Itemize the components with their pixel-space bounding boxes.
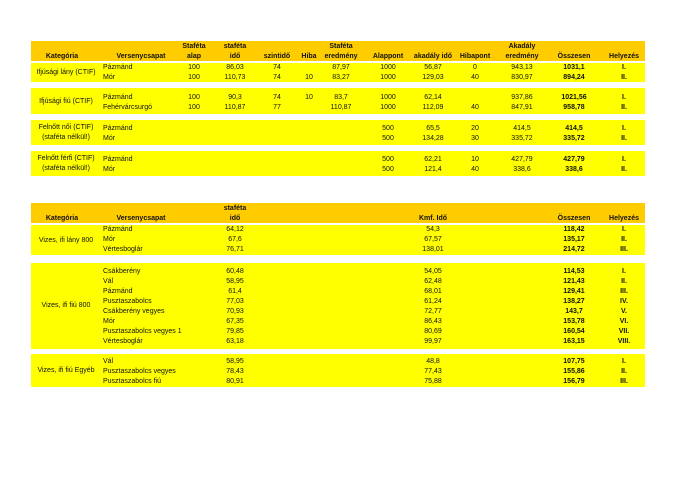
table-row: [31, 73, 645, 82]
helyezes: I.: [622, 64, 626, 71]
team-name: Mór: [103, 135, 116, 142]
osszesen: 414,5: [565, 125, 583, 132]
szintido: 74: [273, 64, 281, 71]
header-akadaly-eredmeny-1: Akadály: [508, 43, 536, 50]
kmf-ido: 62,48: [424, 278, 442, 285]
table-row: [31, 277, 645, 286]
stafeta-ido: 110,73: [224, 74, 246, 81]
alappont: 1000: [380, 94, 396, 101]
kmf-ido: 61,24: [424, 298, 442, 305]
team-name: Vértesboglár: [103, 338, 143, 345]
osszesen: 129,41: [563, 288, 585, 295]
alappont: 500: [382, 156, 394, 163]
header-stafeta-eredmeny-1: Staféta: [329, 43, 353, 50]
akadaly-ido: 134,28: [422, 135, 444, 142]
table-row: [31, 317, 645, 326]
header-osszesen: Összesen: [557, 53, 591, 60]
osszesen: 1021,56: [561, 94, 587, 101]
table-row: [31, 245, 645, 254]
category-label: Felnőtt női (CTIF): [38, 124, 94, 131]
helyezes: II.: [621, 166, 627, 173]
header-stafeta-alap-2: alap: [186, 53, 201, 60]
osszesen: 138,27: [563, 298, 585, 305]
team-name: Csákberény vegyes: [103, 308, 165, 315]
team-name: Pázmánd: [103, 288, 133, 295]
header-stafeta-ido-2: idő: [229, 215, 241, 222]
szintido: 74: [273, 74, 281, 81]
header-helyezes: Helyezés: [609, 53, 639, 60]
header-osszesen: Összesen: [557, 215, 591, 222]
team-name: Vál: [103, 278, 114, 285]
stafeta-ido: 67,35: [226, 318, 244, 325]
table-row: [31, 124, 645, 133]
category-label: Vizes, ifi fiú Egyéb: [37, 367, 95, 374]
results-table-2: [31, 203, 645, 388]
table-row: [31, 134, 645, 143]
team-name: Pázmánd: [103, 156, 133, 163]
helyezes: III.: [620, 246, 628, 253]
akadaly-ido: 62,14: [424, 94, 442, 101]
akadaly-ido: 112,09: [422, 104, 444, 111]
header-hibapont: Hibapont: [459, 53, 491, 60]
helyezes: III.: [620, 288, 628, 295]
stafeta-ido: 79,85: [226, 328, 244, 335]
akadaly-ido: 129,03: [422, 74, 444, 81]
helyezes: V.: [621, 308, 627, 315]
helyezes: I.: [622, 94, 626, 101]
helyezes: VIII.: [617, 338, 631, 345]
header-hiba: Hiba: [301, 53, 317, 60]
table-row: [31, 165, 645, 174]
stafeta-ido: 61,4: [228, 288, 242, 295]
stafeta-alap: 100: [188, 94, 200, 101]
helyezes: I.: [622, 268, 626, 275]
helyezes: I.: [622, 226, 626, 233]
stafeta-eredmeny: 83,27: [332, 74, 350, 81]
header-szintido: szintidő: [263, 53, 291, 60]
stafeta-alap: 100: [188, 64, 200, 71]
table-row: [31, 297, 645, 306]
helyezes: II.: [621, 236, 627, 243]
kmf-ido: 86,43: [424, 318, 442, 325]
stafeta-ido: 86,03: [226, 64, 244, 71]
kmf-ido: 54,05: [424, 268, 442, 275]
hibapont: 40: [471, 166, 479, 173]
team-name: Mór: [103, 74, 116, 81]
osszesen: 135,17: [563, 236, 585, 243]
team-name: Pusztaszabolcs vegyes: [103, 368, 176, 375]
helyezes: II.: [621, 278, 627, 285]
akadaly-eredmeny: 943,13: [511, 64, 533, 71]
stafeta-ido: 90,3: [228, 94, 242, 101]
team-name: Pusztaszabolcs vegyes 1: [103, 328, 182, 335]
hibapont: [459, 93, 491, 102]
akadaly-eredmeny: 335,72: [511, 135, 533, 142]
kmf-ido: 77,43: [424, 368, 442, 375]
helyezes: II.: [621, 135, 627, 142]
team-name: Vértesboglár: [103, 246, 143, 253]
team-name: Pusztaszabolcs: [103, 298, 152, 305]
stafeta-alap: 100: [188, 104, 200, 111]
akadaly-eredmeny: 338,6: [513, 166, 531, 173]
table-row: [31, 287, 645, 296]
category-label: Ifjúsági lány (CTIF): [36, 69, 96, 76]
stafeta-eredmeny: 87,97: [332, 64, 350, 71]
header-stafeta-ido-1: staféta: [223, 43, 247, 50]
table-row: [31, 103, 645, 112]
team-name: Pázmánd: [103, 64, 133, 71]
akadaly-eredmeny: 830,97: [511, 74, 533, 81]
team-name: Fehérvárcsurgó: [103, 104, 153, 111]
stafeta-ido: 110,87: [224, 104, 246, 111]
hiba: 10: [305, 74, 313, 81]
osszesen: 335,72: [563, 135, 585, 142]
header-stafeta-alap-1: Staféta: [182, 43, 206, 50]
hiba: 10: [305, 94, 313, 101]
stafeta-eredmeny: 83,7: [334, 94, 348, 101]
category-sublabel: (staféta nélkül!): [42, 134, 90, 141]
alappont: 500: [382, 166, 394, 173]
header-versenycsapat: Versenycsapat: [116, 53, 166, 60]
team-name: Pusztaszabolcs fiú: [103, 378, 161, 385]
team-name: Vál: [103, 358, 114, 365]
team-name: Csákberény: [103, 268, 141, 275]
osszesen: 427,79: [563, 156, 585, 163]
stafeta-ido: 63,18: [226, 338, 244, 345]
kmf-ido: 68,01: [424, 288, 442, 295]
header-kategoria: Kategória: [45, 215, 79, 222]
hibapont: 0: [473, 64, 477, 71]
akadaly-ido: 62,21: [424, 156, 442, 163]
stafeta-ido: 58,95: [226, 278, 244, 285]
helyezes: I.: [622, 156, 626, 163]
table-row: [31, 307, 645, 316]
table-row: [31, 267, 645, 276]
header-kategoria: Kategória: [45, 53, 79, 60]
stafeta-eredmeny: 110,87: [330, 104, 352, 111]
header-stafeta-ido-1: staféta: [223, 205, 247, 212]
team-name: Pázmánd: [103, 125, 133, 132]
category-label: Felnőtt férfi (CTIF): [37, 155, 95, 162]
table-row: [31, 327, 645, 336]
osszesen: 958,78: [563, 104, 585, 111]
category-label: Vizes, ifi fiú 800: [41, 302, 91, 309]
stafeta-ido: 58,95: [226, 358, 244, 365]
kmf-ido: 72,77: [424, 308, 442, 315]
table2-header-row: [31, 203, 645, 223]
alappont: 500: [382, 125, 394, 132]
table-row: [31, 93, 645, 102]
header-helyezes: Helyezés: [609, 215, 639, 222]
akadaly-ido: 65,5: [426, 125, 440, 132]
szintido: 77: [273, 104, 281, 111]
table-row: [31, 377, 645, 386]
osszesen: 338,6: [565, 166, 583, 173]
team-name: Pázmánd: [103, 94, 133, 101]
helyezes: IV.: [620, 298, 628, 305]
hibapont: 10: [471, 156, 479, 163]
alappont: 500: [382, 135, 394, 142]
helyezes: II.: [621, 74, 627, 81]
table-row: [31, 337, 645, 346]
kmf-ido: 67,57: [424, 236, 442, 243]
header-stafeta-ido-2: idő: [229, 53, 241, 60]
osszesen: 121,43: [563, 278, 585, 285]
team-name: Pázmánd: [103, 226, 133, 233]
header-akadaly-eredmeny-2: eredmény: [505, 53, 539, 60]
kmf-ido: 99,97: [424, 338, 442, 345]
osszesen: 894,24: [563, 74, 585, 81]
osszesen: 153,78: [563, 318, 585, 325]
header-alappont: Alappont: [372, 53, 404, 60]
helyezes: III.: [620, 378, 628, 385]
kmf-ido: 80,69: [424, 328, 442, 335]
akadaly-eredmeny: 427,79: [511, 156, 533, 163]
stafeta-ido: 76,71: [226, 246, 244, 253]
team-name: Mór: [103, 166, 116, 173]
stafeta-ido: 78,43: [226, 368, 244, 375]
category-label: Ifjúsági fiú (CTIF): [39, 98, 93, 105]
hibapont: 30: [471, 135, 479, 142]
header-versenycsapat: Versenycsapat: [116, 215, 166, 222]
table1-header-row: [31, 41, 645, 61]
stafeta-ido: 67,6: [228, 236, 242, 243]
akadaly-eredmeny: 937,86: [511, 94, 533, 101]
kmf-ido: 54,3: [426, 226, 440, 233]
stafeta-ido: 80,91: [226, 378, 244, 385]
header-stafeta-eredmeny-2: eredmény: [324, 53, 358, 60]
osszesen: 1031,1: [563, 64, 585, 71]
osszesen: 155,86: [563, 368, 585, 375]
helyezes: II.: [621, 104, 627, 111]
akadaly-ido: 56,87: [424, 64, 442, 71]
helyezes: II.: [621, 368, 627, 375]
hibapont: 40: [471, 104, 479, 111]
table-row: [31, 155, 645, 164]
alappont: 1000: [380, 104, 396, 111]
alappont: 1000: [380, 64, 396, 71]
osszesen: 114,53: [563, 268, 585, 275]
table-row: [31, 225, 645, 234]
akadaly-eredmeny: 414,5: [513, 125, 531, 132]
kmf-ido: 75,88: [424, 378, 442, 385]
stafeta-ido: 60,48: [226, 268, 244, 275]
stafeta-ido: 77,03: [226, 298, 244, 305]
osszesen: 156,79: [563, 378, 585, 385]
helyezes: VII.: [618, 328, 630, 335]
stafeta-alap: 100: [188, 74, 200, 81]
kmf-ido: 48,8: [426, 358, 440, 365]
hibapont: 40: [471, 74, 479, 81]
alappont: 1000: [380, 74, 396, 81]
results-table-1: [31, 41, 645, 175]
kmf-ido: 138,01: [422, 246, 444, 253]
table-row: [31, 235, 645, 244]
stafeta-ido: 64,12: [226, 226, 244, 233]
szintido: 74: [273, 94, 281, 101]
header-akadaly-ido: akadály idő: [413, 53, 453, 60]
category-sublabel: (staféta nélkül!): [42, 165, 90, 172]
osszesen: 143,7: [565, 308, 583, 315]
osszesen: 118,42: [563, 226, 585, 233]
osszesen: 107,75: [563, 358, 585, 365]
helyezes: VI.: [619, 318, 629, 325]
team-name: Mór: [103, 236, 116, 243]
hibapont: 20: [471, 125, 479, 132]
osszesen: 214,72: [563, 246, 585, 253]
table-row: [31, 63, 645, 72]
akadaly-ido: 121,4: [424, 166, 442, 173]
hiba: [299, 63, 319, 72]
osszesen: 160,54: [563, 328, 585, 335]
category-label: Vizes, ifi lány 800: [38, 237, 94, 244]
helyezes: I.: [622, 358, 626, 365]
header-kmf-ido: Kmf. Idő: [419, 215, 447, 222]
table-row: [31, 367, 645, 376]
hiba: [299, 103, 319, 112]
team-name: Mór: [103, 318, 116, 325]
osszesen: 163,15: [563, 338, 585, 345]
helyezes: I.: [622, 125, 626, 132]
stafeta-ido: 70,93: [226, 308, 244, 315]
table-row: [31, 357, 645, 366]
akadaly-eredmeny: 847,91: [511, 104, 533, 111]
